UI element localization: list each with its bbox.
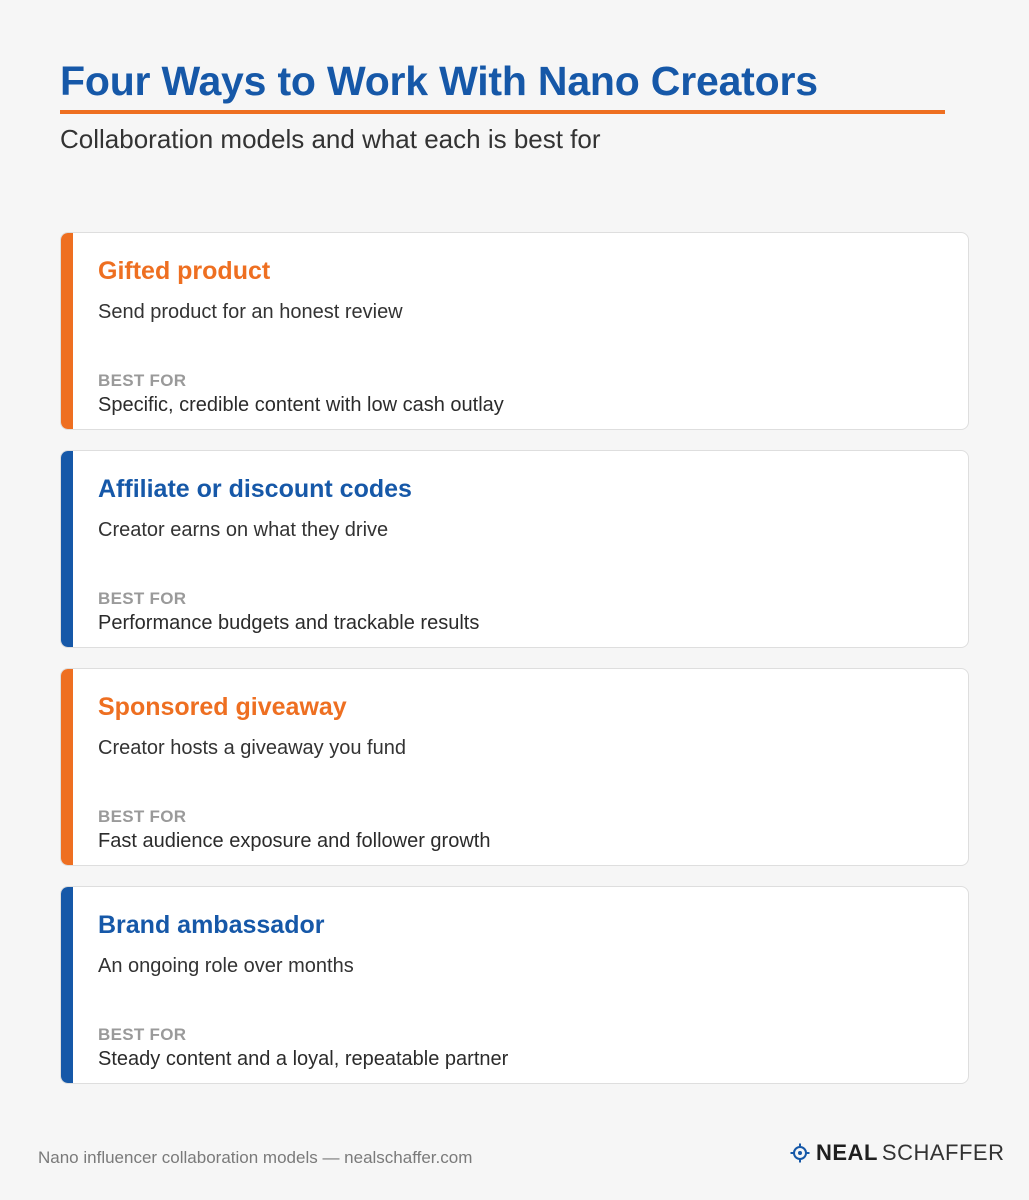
footer-caption: Nano influencer collaboration models — nealschaffer.com — [38, 1148, 473, 1167]
collaboration-cards — [60, 232, 969, 1104]
card-accent-bar — [61, 669, 73, 865]
card-gifted-product — [60, 232, 969, 430]
card-title: Brand ambassador — [98, 911, 325, 939]
card-title: Sponsored giveaway — [98, 693, 347, 721]
card-title: Gifted product — [98, 257, 271, 285]
title-underline — [60, 110, 945, 114]
best-for-text: Performance budgets and trackable results — [98, 612, 480, 634]
gear-icon — [790, 1143, 810, 1163]
card-description: Creator earns on what they drive — [98, 519, 389, 541]
card-affiliate-codes — [60, 450, 969, 648]
card-accent-bar — [61, 887, 73, 1083]
card-description: An ongoing role over months — [98, 955, 354, 977]
card-title: Affiliate or discount codes — [98, 475, 412, 503]
page-title: Four Ways to Work With Nano Creators — [60, 58, 818, 104]
best-for-label: BEST FOR — [98, 371, 187, 390]
logo-first-name: NEAL — [816, 1140, 878, 1165]
best-for-text: Specific, credible content with low cash outlay — [98, 394, 504, 416]
card-description: Creator hosts a giveaway you fund — [98, 737, 406, 759]
best-for-text: Steady content and a loyal, repeatable partner — [98, 1048, 509, 1070]
card-brand-ambassador — [60, 886, 969, 1084]
logo-last-name: SCHAFFER — [881, 1140, 1005, 1165]
card-accent-bar — [61, 451, 73, 647]
card-sponsored-giveaway — [60, 668, 969, 866]
best-for-label: BEST FOR — [98, 589, 187, 608]
brand-logo — [790, 1140, 1004, 1166]
card-description: Send product for an honest review — [98, 301, 403, 323]
page-subtitle: Collaboration models and what each is best for — [60, 124, 601, 154]
best-for-text: Fast audience exposure and follower growth — [98, 830, 491, 852]
best-for-label: BEST FOR — [98, 1025, 187, 1044]
best-for-label: BEST FOR — [98, 807, 187, 826]
card-accent-bar — [61, 233, 73, 429]
